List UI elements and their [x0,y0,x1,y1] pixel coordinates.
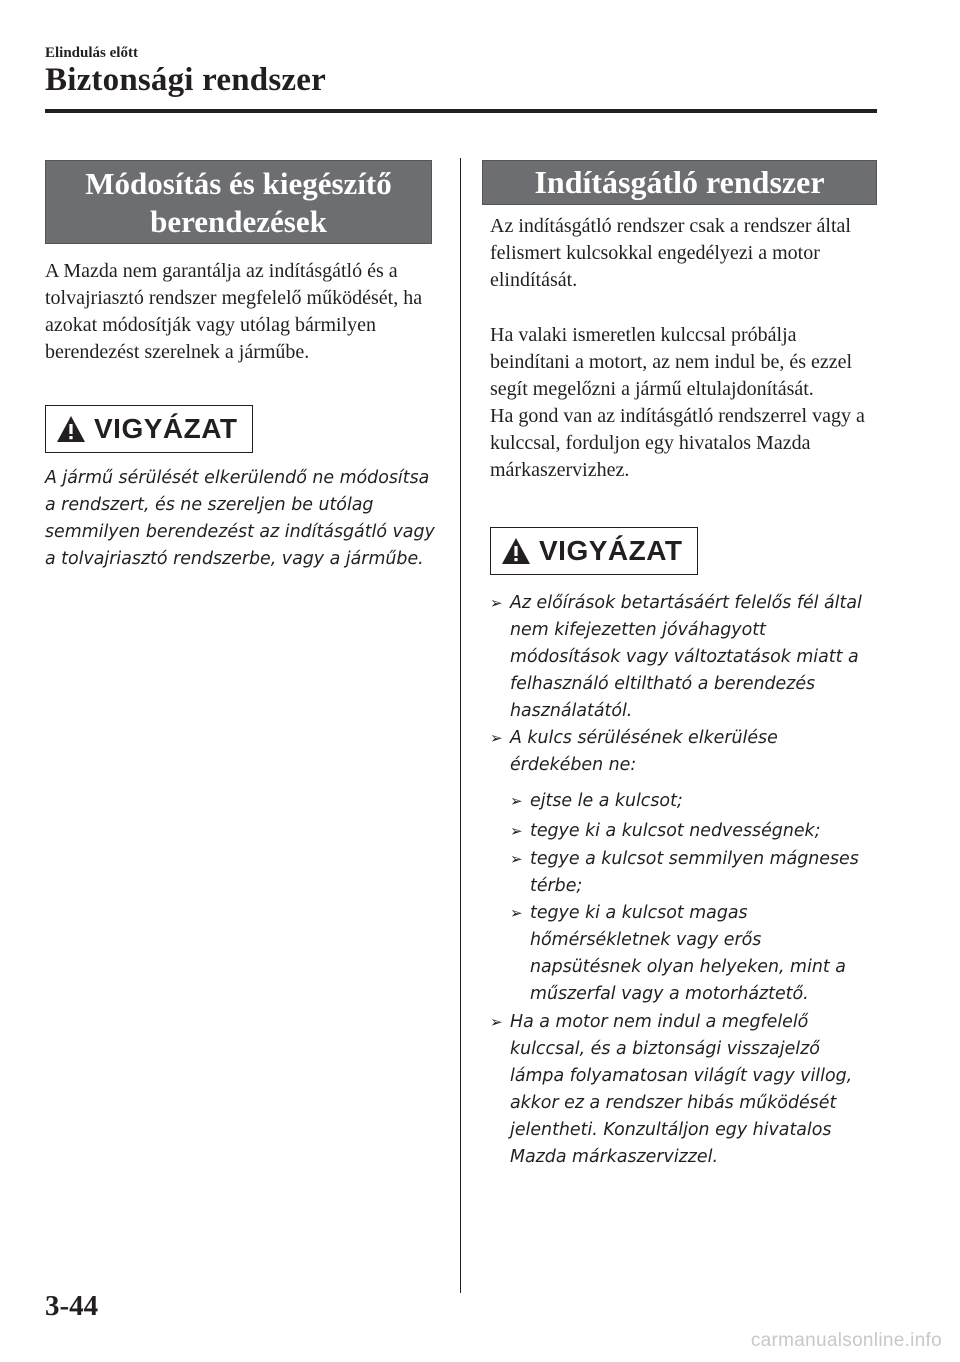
warning-box-right [490,527,698,575]
bullet-text: Az előírások betartásáért felelős fél által nem kifejezetten jóváhagyott módosítások vagy változtatások miatt a felhasználó eltiltható a berendezés használatától. [510,593,862,721]
list-item [510,788,872,815]
immobilizer-body-1: Az indításgátló rendszer csak a rendszer által felismert kulcsokkal engedélyezi a motor elindítását. [490,215,851,291]
immobilizer-body-2: Ha valaki ismeretlen kulccsal próbálja beindítani a motort, az nem indul be, és ezzel segít megelőzni a jármű eltulajdonítását. Ha gond van az indításgátló rendszerrel vagy a kulccsal, forduljon egy hivatalos Mazda márkaszervizhez. [490,324,865,481]
modifications-body: A Mazda nem garantálja az indításgátló és a tolvajriasztó rendszer megfelelő működését, ha azokat módosítják vagy utólag bármilyen berendezést szerelnek a járműbe. [45,260,423,363]
bullet-arrow-icon: ➢ [490,729,503,747]
column-divider [460,158,461,1293]
section-title-modifications: Módosítás és kiegészítő berendezések [45,160,432,244]
bullet-text: ejtse le a kulcsot; [530,791,683,811]
warning-label: VIGYÁZAT [94,413,238,444]
bullet-arrow-icon: ➢ [510,904,523,922]
bullet-text: tegye ki a kulcsot nedvességnek; [530,821,821,841]
page-title: Biztonsági rendszer [45,62,326,98]
bullet-text: tegye a kulcsot semmilyen mágneses térbe; [530,849,859,896]
page-number: 3-44 [45,1290,99,1322]
bullet-arrow-icon: ➢ [510,850,523,868]
list-item [510,818,872,845]
bullet-arrow-icon: ➢ [490,1013,503,1031]
section-title-immobilizer: Indításgátló rendszer [482,160,877,205]
bullet-text: tegye ki a kulcsot magas hőmérsékletnek vagy erős napsütésnek olyan helyeken, mint a műszerfal vagy a motorháztető. [530,903,846,1004]
watermark: carmanualsonline.info [750,1330,942,1351]
header-rule [45,109,877,113]
list-item [510,900,872,1008]
bullet-arrow-icon: ➢ [510,792,523,810]
list-item [490,1009,872,1171]
list-item [510,846,872,900]
bullet-arrow-icon: ➢ [510,822,523,840]
warning-text-left: A jármű sérülését elkerülendő ne módosítsa a rendszert, és ne szereljen be utólag semmilyen berendezést az indításgátló vagy a tolvajriasztó rendszerbe, vagy a járműbe. [45,468,435,569]
warning-label: VIGYÁZAT [539,535,683,566]
warning-triangle-icon [56,415,86,443]
list-item [490,725,872,779]
warning-triangle-icon [501,537,531,565]
warning-box-left [45,405,253,453]
list-item [490,590,872,725]
bullet-text: A kulcs sérülésének elkerülése érdekében ne: [510,728,778,775]
chapter-label: Elindulás előtt [45,45,138,61]
bullet-text: Ha a motor nem indul a megfelelő kulccsal, és a biztonsági visszajelző lámpa folyamatosan világít vagy villog, akkor ez a rendszer hibás működését jelentheti. Konzultáljon egy hivatalos Mazda márkaszervizzel. [510,1012,853,1167]
bullet-arrow-icon: ➢ [490,594,503,612]
